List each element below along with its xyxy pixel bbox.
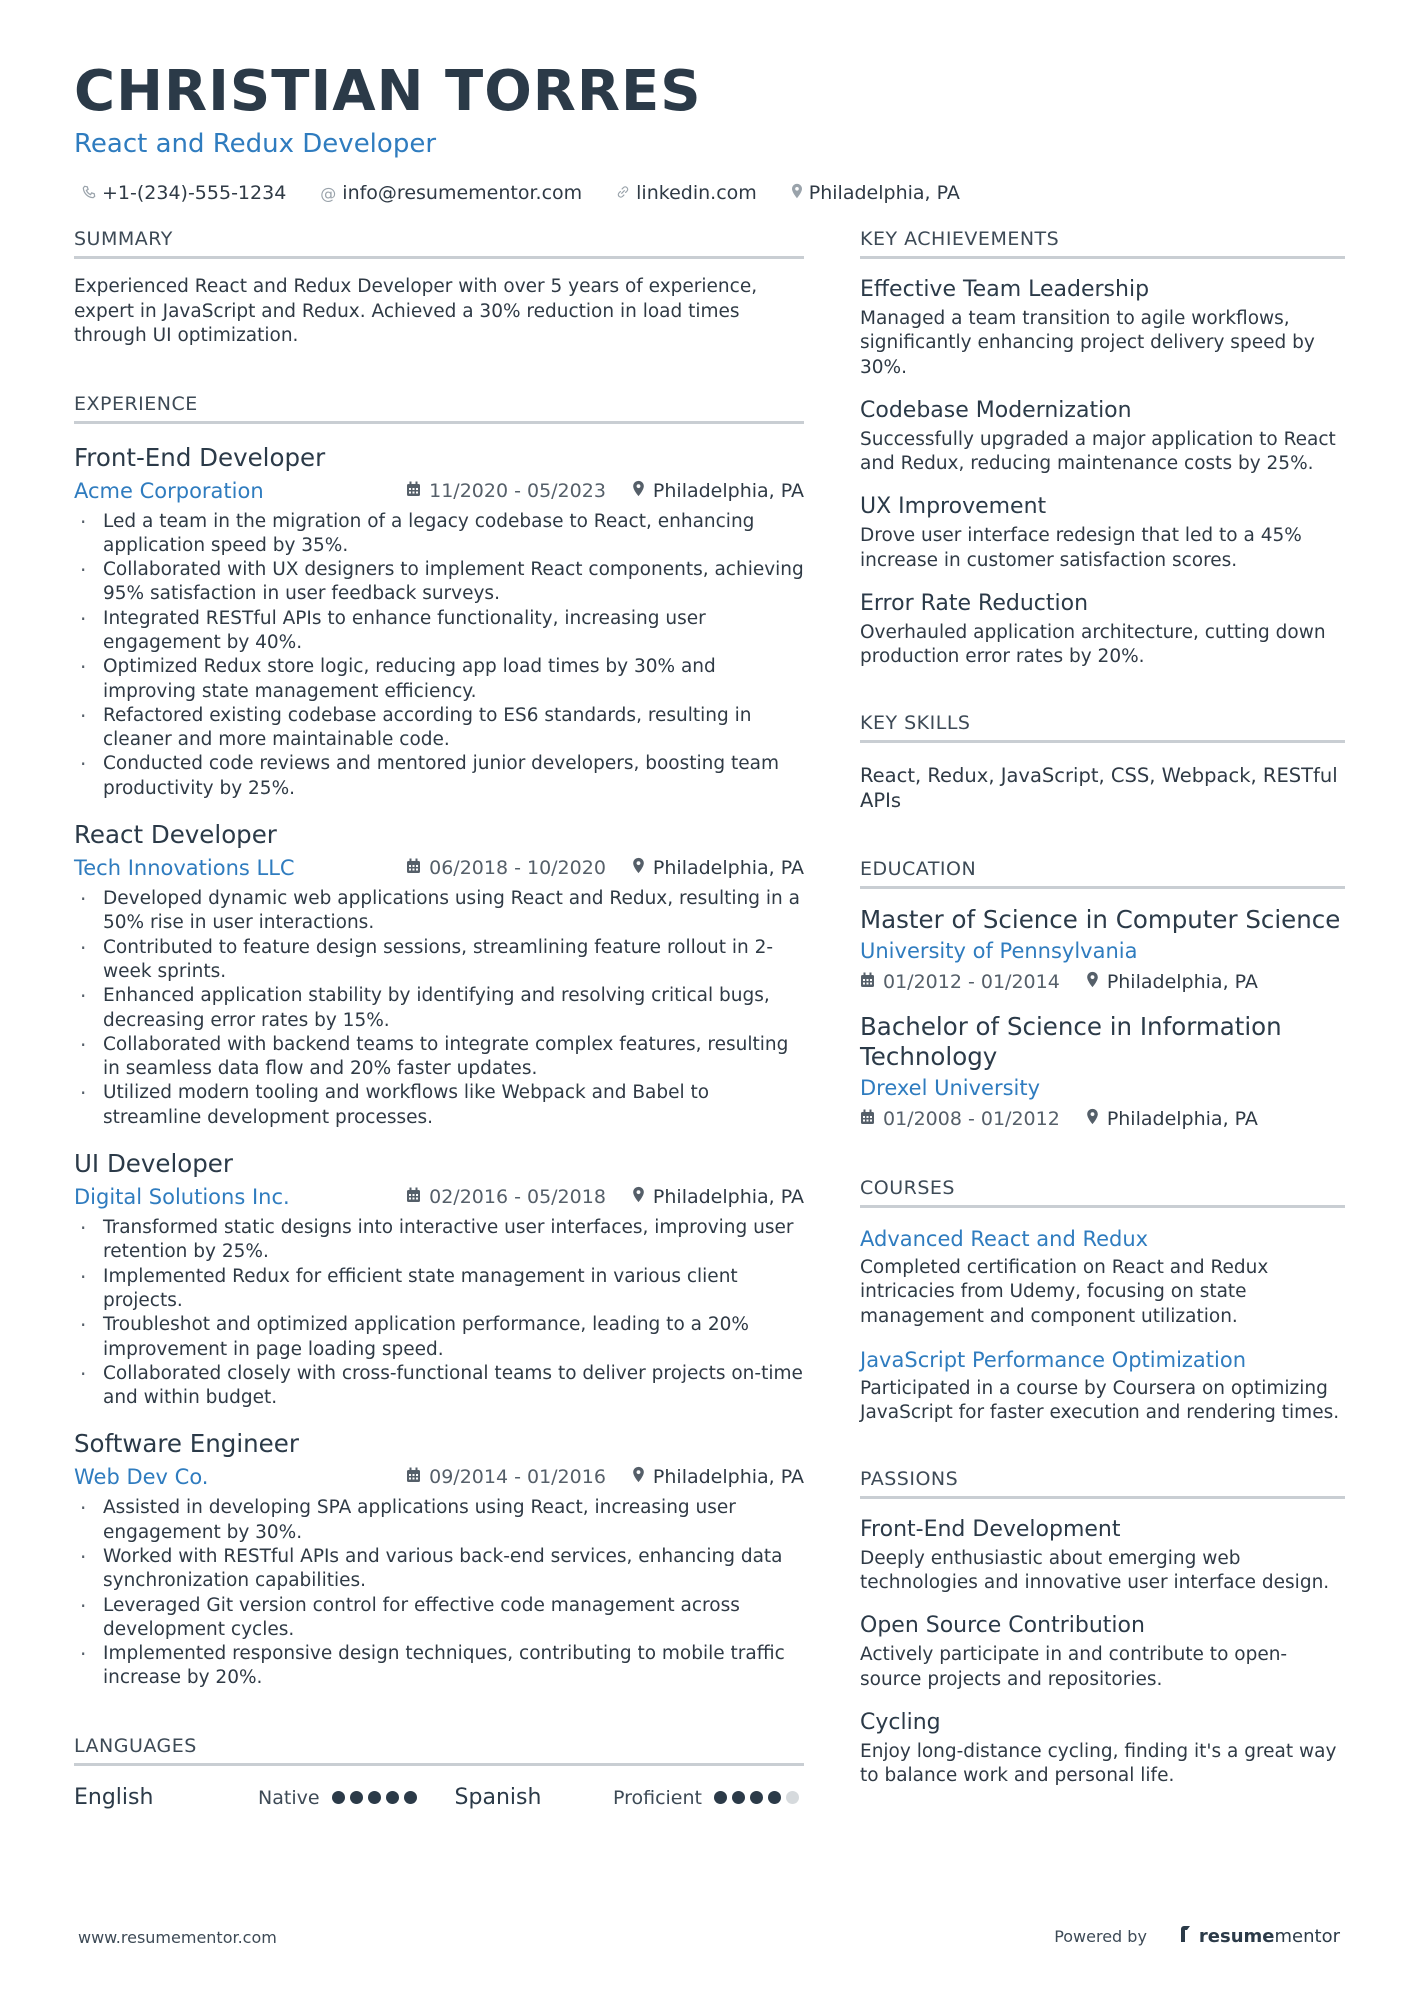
bullet-item: · Troubleshot and optimized application performance, leading to a 20% improvement in page loading speed. bbox=[74, 1313, 804, 1362]
contact-bar bbox=[74, 182, 1344, 204]
experience-section bbox=[74, 391, 804, 1691]
rating-dot-filled bbox=[732, 1791, 745, 1804]
job-bullets bbox=[74, 1216, 804, 1410]
passion-item bbox=[860, 1611, 1345, 1692]
location bbox=[632, 1186, 804, 1208]
achievement-title: Effective Team Leadership bbox=[860, 277, 1150, 302]
achievement-text: Successfully upgraded a major application to React and Redux, reducing maintenance costs by 25%. bbox=[860, 428, 1336, 475]
location bbox=[632, 480, 804, 502]
bullet-item: · Collaborated with backend teams to integrate complex features, resulting in seamless data flow and 20% faster updates. bbox=[74, 1033, 804, 1082]
course-text: Completed certification on React and Redux intricacies from Udemy, focusing on state management and component utilization. bbox=[860, 1257, 1269, 1327]
language-level: Native bbox=[258, 1786, 320, 1809]
rating-dot-filled bbox=[350, 1791, 363, 1804]
phone-icon bbox=[82, 184, 96, 203]
date-text: 01/2012 - 01/2014 bbox=[883, 971, 1060, 994]
location bbox=[1086, 968, 1258, 996]
skills-section bbox=[860, 710, 1345, 814]
achievement-list bbox=[860, 275, 1345, 670]
job-meta bbox=[74, 853, 804, 883]
job-entry bbox=[74, 442, 804, 802]
course-title[interactable]: Advanced React and Redux bbox=[860, 1227, 1149, 1252]
brand-mark-icon bbox=[1179, 1925, 1195, 1948]
job-entry bbox=[74, 1148, 804, 1410]
education-item bbox=[860, 1012, 1345, 1133]
passion-title: Open Source Contribution bbox=[860, 1613, 1145, 1639]
contact-linkedin[interactable] bbox=[616, 182, 757, 204]
job-meta bbox=[74, 476, 804, 506]
date-text: 06/2018 - 10/2020 bbox=[429, 857, 606, 880]
location-pin-icon bbox=[632, 480, 645, 502]
experience-heading: EXPERIENCE bbox=[74, 391, 804, 424]
footer-website[interactable]: www.resumementor.com bbox=[78, 1928, 277, 1947]
achievement-title: UX Improvement bbox=[860, 494, 1047, 520]
achievement-text: Drove user interface redesign that led to a 45% increase in customer satisfaction scores. bbox=[860, 525, 1302, 571]
location-text: Philadelphia, PA bbox=[652, 1466, 804, 1489]
job-bullets bbox=[74, 510, 804, 802]
calendar-icon bbox=[406, 857, 421, 879]
date-text: 11/2020 - 05/2023 bbox=[429, 479, 606, 502]
passion-text: Deeply enthusiastic about emerging web technologies and innovative user interface design. bbox=[860, 1547, 1330, 1593]
achievement-item bbox=[860, 589, 1345, 670]
rating-dot-filled bbox=[332, 1791, 345, 1804]
date-range bbox=[860, 968, 1060, 996]
languages-section bbox=[74, 1733, 804, 1814]
job-role: React Developer bbox=[74, 820, 277, 850]
education-heading: EDUCATION bbox=[860, 856, 1345, 889]
achievement-text: Managed a team transition to agile workflows, significantly enhancing project delivery speed by 30%. bbox=[860, 308, 1315, 378]
job-list bbox=[74, 442, 804, 1691]
language-rating bbox=[332, 1791, 422, 1804]
passion-title: Front-End Development bbox=[860, 1516, 1121, 1542]
rating-dot-filled bbox=[714, 1791, 727, 1804]
education-list bbox=[860, 905, 1345, 1134]
passion-item bbox=[860, 1708, 1345, 1789]
date-location bbox=[406, 857, 804, 879]
courses-section bbox=[860, 1175, 1345, 1425]
bullet-item: · Developed dynamic web applications using React and Redux, resulting in a 50% rise in user interactions. bbox=[74, 887, 804, 936]
calendar-icon bbox=[406, 480, 421, 502]
job-meta bbox=[74, 1182, 804, 1212]
language-level: Proficient bbox=[612, 1786, 702, 1809]
brand-logo[interactable] bbox=[1179, 1925, 1340, 1948]
location-pin-icon bbox=[632, 1186, 645, 1208]
passion-title: Cycling bbox=[860, 1709, 941, 1735]
date-range bbox=[860, 1105, 1060, 1133]
contact-email-text: info@resumementor.com bbox=[342, 182, 583, 204]
passion-text: Enjoy long-distance cycling, finding it's a great way to balance work and personal life. bbox=[860, 1740, 1337, 1787]
location-pin-icon bbox=[1086, 968, 1099, 996]
skills-heading: KEY SKILLS bbox=[860, 710, 1345, 743]
date-text: 01/2008 - 01/2012 bbox=[883, 1108, 1060, 1131]
passions-heading: PASSIONS bbox=[860, 1466, 1345, 1499]
course-title[interactable]: JavaScript Performance Optimization bbox=[860, 1348, 1247, 1373]
powered-by-label: Powered by bbox=[1054, 1927, 1147, 1946]
candidate-title: React and Redux Developer bbox=[74, 129, 437, 159]
bullet-item: · Assisted in developing SPA applications using React, increasing user engagement by 30%. bbox=[74, 1496, 804, 1545]
job-meta bbox=[74, 1462, 804, 1492]
achievement-item bbox=[860, 275, 1345, 380]
location-text: Philadelphia, PA bbox=[652, 479, 804, 502]
bullet-item: · Led a team in the migration of a legacy codebase to React, enhancing application speed by 35%. bbox=[74, 510, 804, 559]
date-location bbox=[406, 1186, 804, 1208]
date-range bbox=[406, 1466, 606, 1488]
job-role: Software Engineer bbox=[74, 1429, 299, 1459]
bullet-item: · Transformed static designs into interactive user interfaces, improving user retention by 25%. bbox=[74, 1216, 804, 1265]
bullet-item: · Worked with RESTful APIs and various back-end services, enhancing data synchronization capabilities. bbox=[74, 1545, 804, 1594]
school[interactable]: University of Pennsylvania bbox=[860, 939, 1138, 964]
summary-heading: SUMMARY bbox=[74, 226, 804, 259]
achievements-heading: KEY ACHIEVEMENTS bbox=[860, 226, 1345, 259]
bullet-item: · Implemented Redux for efficient state management in various client projects. bbox=[74, 1265, 804, 1314]
contact-linkedin-text: linkedin.com bbox=[636, 182, 757, 204]
job-entry bbox=[74, 1428, 804, 1690]
contact-phone[interactable] bbox=[82, 182, 286, 204]
rating-dot-filled bbox=[768, 1791, 781, 1804]
calendar-icon bbox=[860, 1105, 875, 1133]
brand-name-bold: resume bbox=[1198, 1926, 1275, 1947]
language-name: English bbox=[74, 1785, 154, 1811]
job-bullets bbox=[74, 887, 804, 1130]
language-name: Spanish bbox=[454, 1785, 542, 1811]
at-icon: @ bbox=[320, 183, 337, 203]
location-pin-icon bbox=[1086, 1105, 1099, 1133]
achievement-title: Codebase Modernization bbox=[860, 397, 1132, 423]
job-company[interactable]: Tech Innovations LLC bbox=[74, 856, 295, 881]
footer-branding bbox=[1054, 1925, 1340, 1948]
bullet-item: · Contributed to feature design sessions, streamlining feature rollout in 2-week sprints. bbox=[74, 936, 804, 985]
bullet-item: · Collaborated closely with cross-functional teams to deliver projects on-time and within budget. bbox=[74, 1362, 804, 1411]
language-rating bbox=[714, 1791, 804, 1804]
bullet-item: · Integrated RESTful APIs to enhance functionality, increasing user engagement by 40%. bbox=[74, 607, 804, 656]
location bbox=[632, 1466, 804, 1488]
date-text: 02/2016 - 05/2018 bbox=[429, 1186, 606, 1209]
course-list bbox=[860, 1224, 1345, 1425]
courses-heading: COURSES bbox=[860, 1175, 1345, 1208]
calendar-icon bbox=[406, 1466, 421, 1488]
location-pin-icon bbox=[632, 857, 645, 879]
date-location bbox=[406, 1466, 804, 1488]
resume-header bbox=[74, 58, 1344, 204]
left-column bbox=[74, 226, 804, 1814]
achievement-item bbox=[860, 396, 1345, 477]
achievement-item bbox=[860, 492, 1345, 573]
date-range bbox=[406, 480, 606, 502]
education-item bbox=[860, 905, 1345, 997]
education-section bbox=[860, 856, 1345, 1134]
language-list bbox=[74, 1782, 804, 1814]
date-range bbox=[406, 1186, 606, 1208]
candidate-name: CHRISTIAN TORRES bbox=[74, 59, 702, 124]
bullet-item: · Utilized modern tooling and workflows like Webpack and Babel to streamline development processes. bbox=[74, 1081, 804, 1130]
degree: Bachelor of Science in Information Technology bbox=[860, 1012, 1282, 1071]
job-company[interactable]: Web Dev Co. bbox=[74, 1465, 209, 1490]
passion-text: Actively participate in and contribute to open-source projects and repositories. bbox=[860, 1644, 1288, 1690]
skills-text: React, Redux, JavaScript, CSS, Webpack, RESTful APIs bbox=[860, 763, 1338, 813]
rating-dot-filled bbox=[750, 1791, 763, 1804]
bullet-item: · Refactored existing codebase according to ES6 standards, resulting in cleaner and more maintainable code. bbox=[74, 704, 804, 753]
rating-dot-filled bbox=[404, 1791, 417, 1804]
job-company[interactable]: Acme Corporation bbox=[74, 478, 264, 503]
bullet-item: · Conducted code reviews and mentored junior developers, boosting team productivity by 25%. bbox=[74, 752, 804, 801]
languages-heading: LANGUAGES bbox=[74, 1733, 804, 1766]
calendar-icon bbox=[406, 1186, 421, 1208]
location-text: Philadelphia, PA bbox=[652, 1186, 804, 1209]
school[interactable]: Drexel University bbox=[860, 1076, 1041, 1101]
location-text: Philadelphia, PA bbox=[652, 857, 804, 880]
course-item bbox=[860, 1345, 1345, 1426]
bullet-item: · Enhanced application stability by identifying and resolving critical bugs, decreasing error rates by 15%. bbox=[74, 984, 804, 1033]
contact-email[interactable] bbox=[320, 182, 582, 204]
degree: Master of Science in Computer Science bbox=[860, 904, 1341, 934]
job-role: UI Developer bbox=[74, 1149, 233, 1179]
bullet-item: · Implemented responsive design techniques, contributing to mobile traffic increase by 20%. bbox=[74, 1642, 804, 1691]
location-pin-icon bbox=[791, 183, 803, 203]
rating-dot-filled bbox=[386, 1791, 399, 1804]
job-entry bbox=[74, 819, 804, 1130]
bullet-item: · Leveraged Git version control for effective code management across development cycles. bbox=[74, 1594, 804, 1643]
passions-section bbox=[860, 1466, 1345, 1789]
achievement-title: Error Rate Reduction bbox=[860, 591, 1089, 617]
calendar-icon bbox=[860, 968, 875, 996]
date-location bbox=[860, 1105, 1345, 1133]
date-range bbox=[406, 857, 606, 879]
bullet-item: · Optimized Redux store logic, reducing app load times by 30% and improving state management efficiency. bbox=[74, 655, 804, 704]
summary-section bbox=[74, 226, 804, 349]
bullet-item: · Collaborated with UX designers to implement React components, achieving 95% satisfaction in user feedback surveys. bbox=[74, 558, 804, 607]
passion-item bbox=[860, 1515, 1345, 1596]
achievement-text: Overhauled application architecture, cutting down production error rates by 20%. bbox=[860, 622, 1326, 668]
summary-text: Experienced React and Redux Developer with over 5 years of experience, expert in JavaScript and Redux. Achieved a 30% reduction in load times through UI optimization. bbox=[74, 276, 758, 346]
job-role: Front-End Developer bbox=[74, 442, 326, 472]
right-column bbox=[860, 226, 1345, 1788]
location-text: Philadelphia, PA bbox=[1106, 1108, 1258, 1131]
course-item bbox=[860, 1224, 1345, 1329]
location-text: Philadelphia, PA bbox=[1106, 971, 1258, 994]
brand-name-light: mentor bbox=[1274, 1926, 1340, 1947]
achievements-section bbox=[860, 226, 1345, 670]
location-pin-icon bbox=[632, 1466, 645, 1488]
date-location bbox=[860, 968, 1345, 996]
location bbox=[1086, 1105, 1258, 1133]
passion-list bbox=[860, 1515, 1345, 1789]
job-company[interactable]: Digital Solutions Inc. bbox=[74, 1185, 290, 1210]
job-bullets bbox=[74, 1496, 804, 1690]
link-icon bbox=[616, 184, 630, 203]
contact-location-text: Philadelphia, PA bbox=[808, 182, 960, 204]
rating-dot-empty bbox=[786, 1791, 799, 1804]
rating-dot-filled bbox=[368, 1791, 381, 1804]
date-location bbox=[406, 480, 804, 502]
course-text: Participated in a course by Coursera on optimizing JavaScript for faster execution and rendering times. bbox=[860, 1378, 1340, 1424]
date-text: 09/2014 - 01/2016 bbox=[429, 1466, 606, 1489]
contact-location bbox=[791, 182, 960, 204]
contact-phone-text: +1-(234)-555-1234 bbox=[102, 182, 287, 204]
location bbox=[632, 857, 804, 879]
